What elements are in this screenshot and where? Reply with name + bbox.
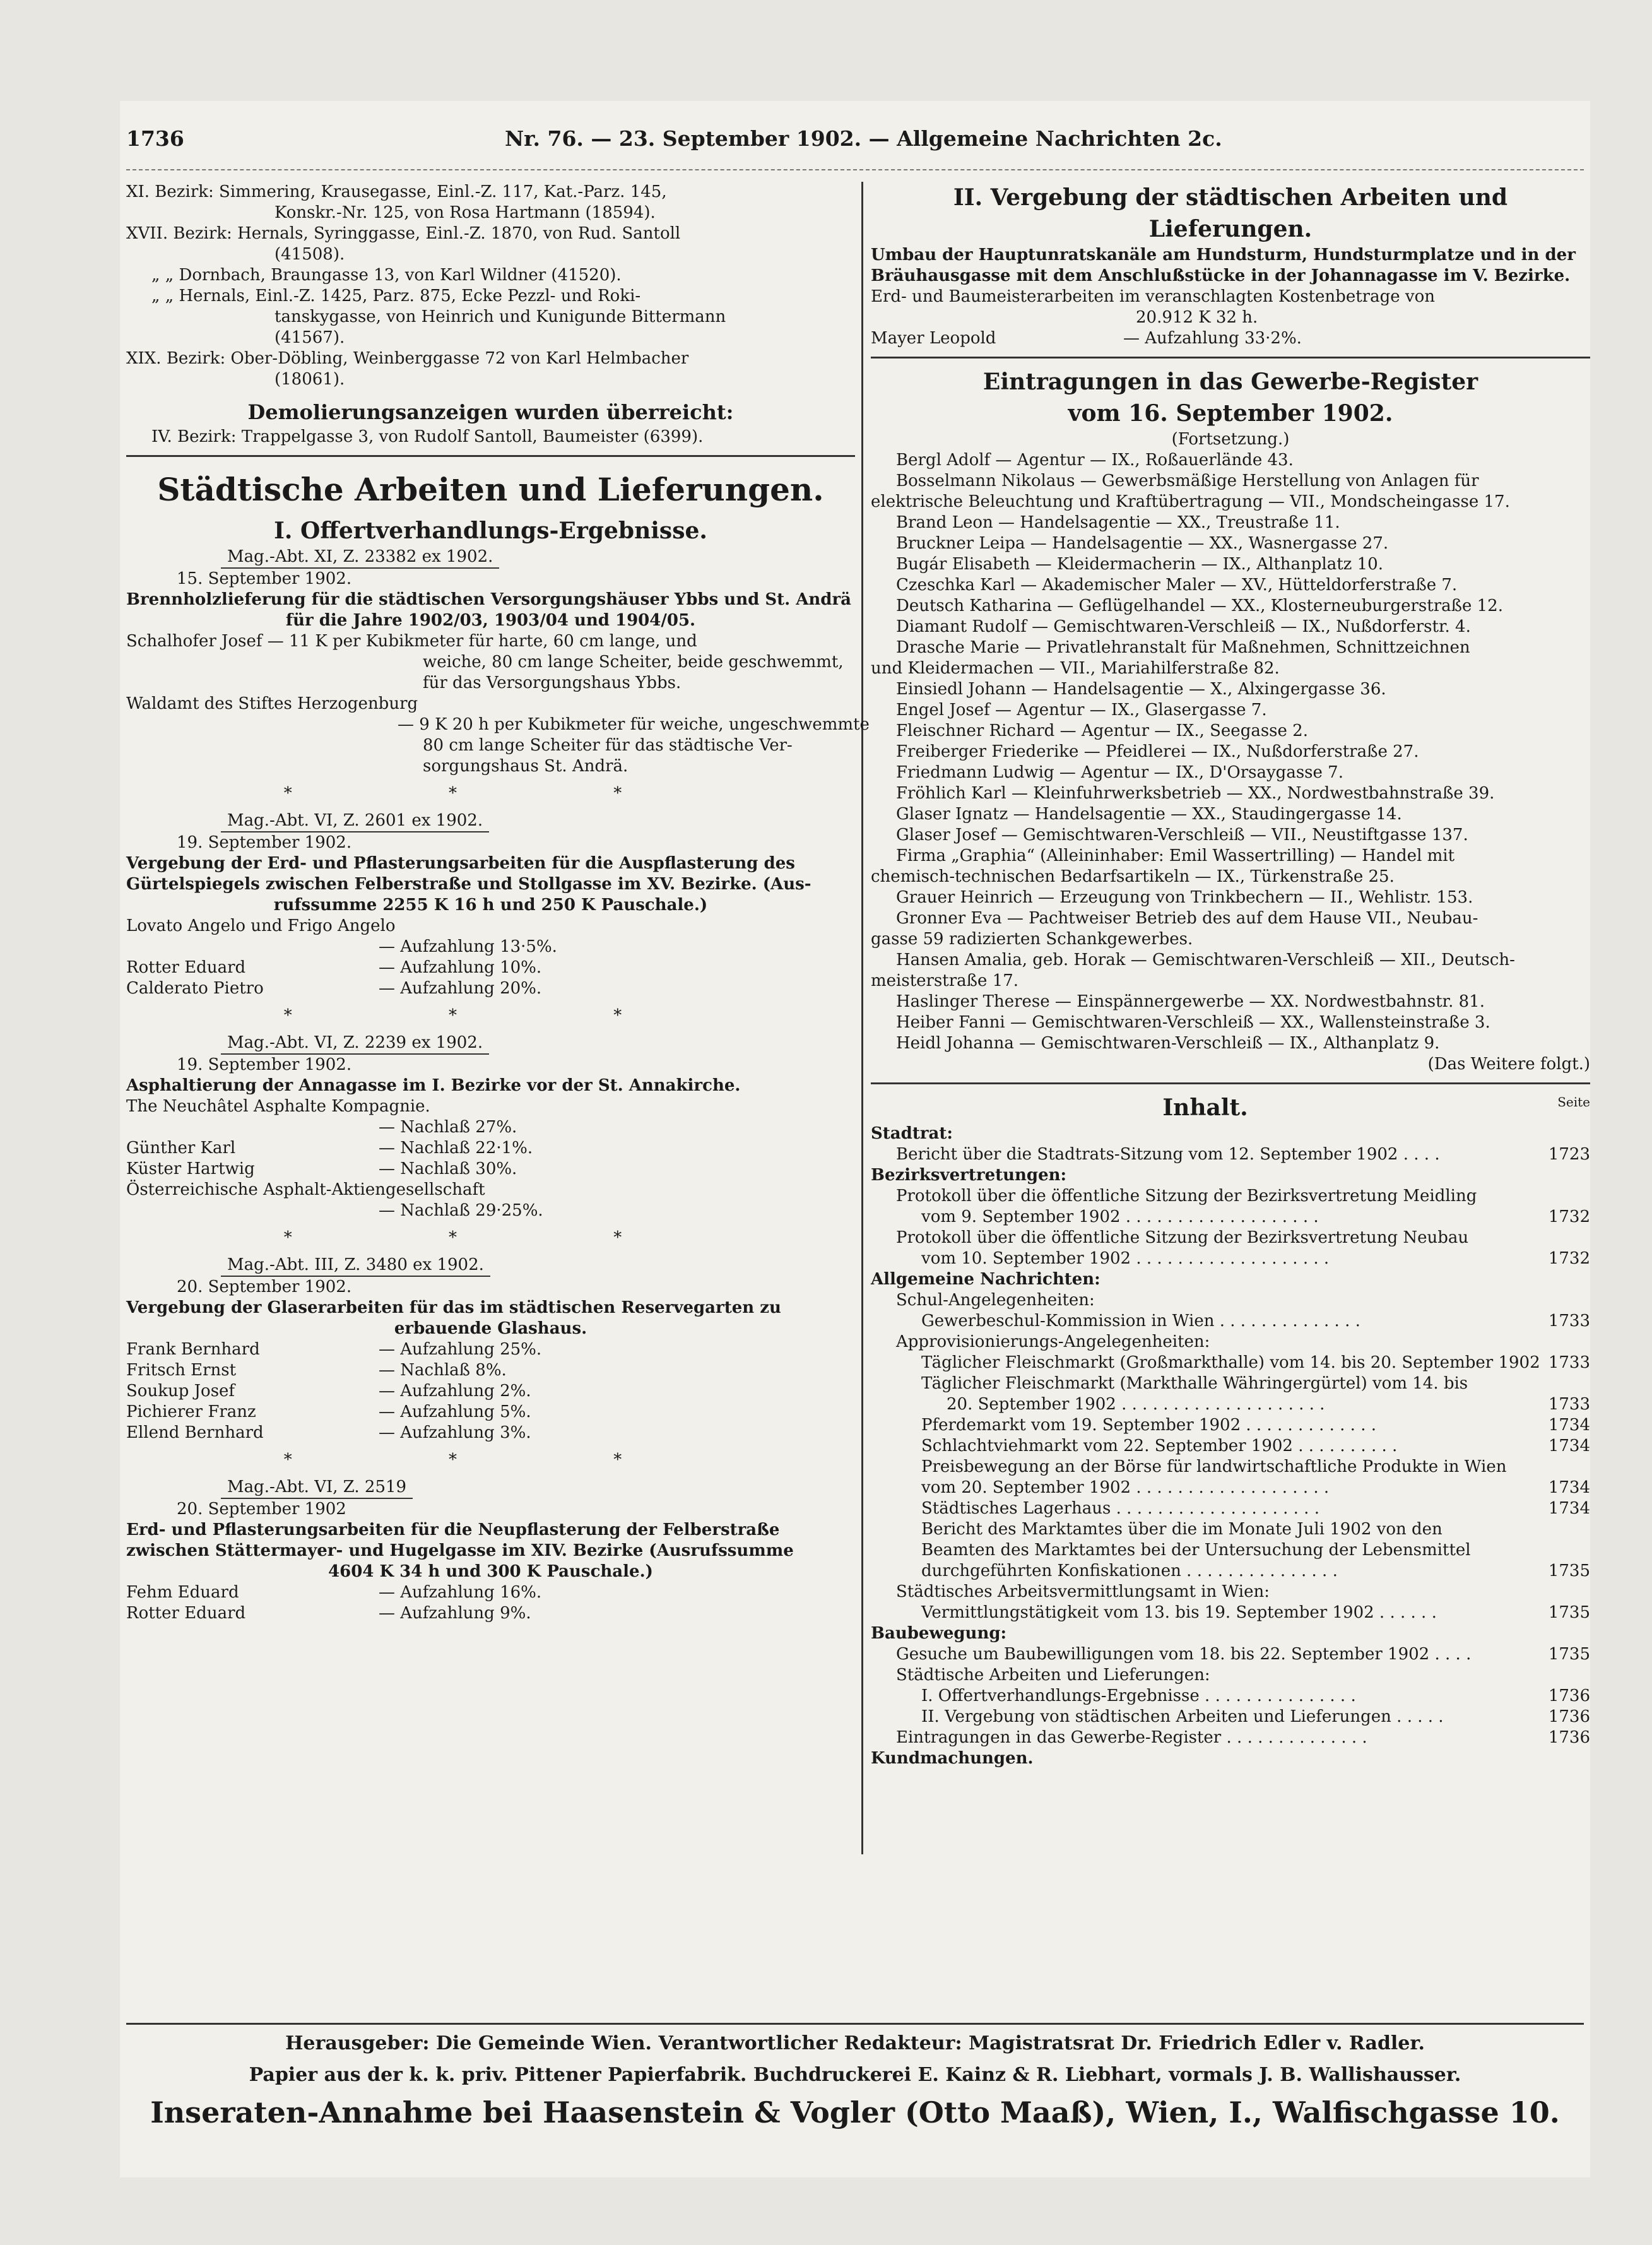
reference-number: Mag.-Abt. VI, Z. 2239 ex 1902. — [221, 1033, 489, 1055]
permit-line: XI. Bezirk: Simmering, Krausegasse, Einl.-Z. 117, Kat.-Parz. 145, — [126, 182, 667, 201]
demolition-entry: IV. Bezirk: Trappelgasse 3, von Rudolf Santoll, Baumeister (6399). — [151, 427, 704, 446]
register-entry: Firma „Graphia“ (Alleininhaber: Emil Wassertrilling) — Handel mit — [896, 846, 1455, 865]
award-row — [871, 328, 1590, 349]
permit-line: „ „ Hernals, Einl.-Z. 1425, Parz. 875, Ecke Pezzl- und Roki- — [151, 287, 641, 305]
register-entry: Fröhlich Karl — Kleinfuhrwerksbetrieb — XX., Nordwestbahnstraße 39. — [896, 784, 1495, 803]
toc-page-number — [1540, 1269, 1590, 1290]
toc-title: Inhalt. — [1162, 1094, 1248, 1121]
toc-entry-text: Täglicher Fleischmarkt (Markthalle Währingergürtel) vom 14. bis — [921, 1374, 1468, 1393]
bidder-name: Soukup Josef — [126, 1382, 235, 1401]
toc-page-number — [1540, 1228, 1590, 1248]
toc-entry-text: Beamten des Marktamtes bei der Untersuchung der Lebensmittel — [921, 1541, 1471, 1560]
register-entry: Engel Josef — Agentur — IX., Glasergasse 7. — [896, 701, 1267, 720]
tender-title: zwischen Stättermayer- und Hugelgasse im XIV. Bezirke (Ausrufssumme — [126, 1541, 794, 1560]
toc-entry — [871, 1373, 1590, 1394]
toc-page-number — [1540, 1582, 1590, 1602]
toc-page-label: Seite — [1557, 1094, 1590, 1110]
toc-page-number: 1735 — [1548, 1645, 1590, 1664]
bid-result: — Nachlaß 8%. — [379, 1361, 507, 1380]
bidder-name: Pichierer Franz — [126, 1402, 256, 1421]
tender-title: Gürtelspiegels zwischen Felberstraße und Stollgasse im XV. Bezirke. (Aus- — [126, 875, 811, 894]
toc-page-number: 1733 — [1548, 1353, 1590, 1372]
bidder-name: Fritsch Ernst — [126, 1361, 237, 1380]
toc-entry — [871, 1665, 1590, 1686]
bid-row — [126, 957, 855, 978]
toc-entry-text: Täglicher Fleischmarkt (Großmarkthalle) vom 14. bis 20. September 1902 — [921, 1353, 1540, 1372]
separator-stars: * * * — [283, 1228, 698, 1247]
toc-entry — [871, 1457, 1590, 1478]
advertising-line: Inseraten-Annahme bei Haasenstein & Vogler (Otto Maaß), Wien, I., Walfischgasse 10. — [150, 2095, 1560, 2129]
register-entry: Grauer Heinrich — Erzeugung von Trinkbechern — II., Wehlistr. 153. — [896, 888, 1473, 907]
toc-entry — [871, 1207, 1590, 1228]
toc-page-number: 1733 — [1548, 1312, 1590, 1330]
reference-number: Mag.-Abt. VI, Z. 2519 — [221, 1477, 413, 1499]
toc-entry — [871, 1353, 1590, 1373]
register-entry: Bergl Adolf — Agentur — IX., Roßauerlände 43. — [896, 451, 1294, 470]
contractor-name: Mayer Leopold — [871, 329, 996, 348]
toc-page-number — [1540, 1123, 1590, 1144]
bid-row — [126, 1339, 855, 1360]
register-entry: Einsiedl Johann — Handelsagentie — X., Alxingergasse 36. — [896, 680, 1386, 699]
tender-date: 20. September 1902. — [177, 1277, 352, 1296]
page-header — [126, 126, 1584, 164]
register-entry: Hansen Amalia, geb. Horak — Gemischtwaren-Verschleiß — XII., Deutsch- — [896, 951, 1515, 969]
toc-entry — [871, 1332, 1590, 1353]
toc-entry-text: Bericht über die Stadtrats-Sitzung vom 12. September 1902 . . . . — [896, 1145, 1440, 1164]
toc-entry-text: Vermittlungstätigkeit vom 13. bis 19. September 1902 . . . . . . — [921, 1603, 1437, 1622]
bid-line: sorgungshaus St. Andrä. — [423, 757, 628, 776]
toc-entry-text: vom 10. September 1902 . . . . . . . . . . . . . . . . . . . — [921, 1249, 1330, 1268]
tender-title: rufssumme 2255 K 16 h und 250 K Pauschale.) — [273, 896, 708, 915]
toc-page-number: 1736 — [1548, 1728, 1590, 1747]
toc-page-number: 1734 — [1548, 1436, 1590, 1455]
bidder-name: Fehm Eduard — [126, 1583, 239, 1602]
tender-title: Brennholzlieferung für die städtischen Versorgungshäuser Ybbs und St. Andrä — [126, 590, 852, 609]
register-entry: Drasche Marie — Privatlehranstalt für Maßnehmen, Schnittzeichnen — [896, 638, 1470, 657]
toc-entry — [871, 1290, 1590, 1311]
toc-page-number — [1540, 1165, 1590, 1186]
toc-entry — [871, 1269, 1590, 1290]
register-entry: Friedmann Ludwig — Agentur — IX., D'Orsaygasse 7. — [896, 763, 1343, 782]
reference-number: Mag.-Abt. XI, Z. 23382 ex 1902. — [221, 547, 499, 569]
demolition-heading: Demolierungsanzeigen wurden überreicht: — [247, 400, 734, 424]
building-permits-list — [126, 182, 855, 390]
toc-entry-text: durchgeführten Konfiskationen . . . . . . . . . . . . . . . — [921, 1561, 1338, 1580]
toc-page-number — [1540, 1519, 1590, 1540]
register-entry: Heiber Fanni — Gemischtwaren-Verschleiß — XX., Wallensteinstraße 3. — [896, 1013, 1490, 1032]
bidder-name: The Neuchâtel Asphalte Kompagnie. — [126, 1097, 430, 1116]
toc-entry — [871, 1144, 1590, 1165]
register-entry: gasse 59 radizierten Schankgewerbes. — [871, 930, 1193, 949]
bidder-name — [126, 1200, 379, 1221]
bid-result: — Nachlaß 30%. — [379, 1159, 517, 1178]
toc-entry — [871, 1228, 1590, 1248]
toc-page-number: 1734 — [1548, 1478, 1590, 1497]
register-entry: Freiberger Friederike — Pfeidlerei — IX., Nußdorferstraße 27. — [896, 742, 1419, 761]
permit-line: Konskr.-Nr. 125, von Rosa Hartmann (18594). — [274, 203, 656, 222]
register-entry: chemisch-technischen Bedarfsartikeln — IX., Türkenstraße 25. — [871, 867, 1395, 886]
permit-line: XIX. Bezirk: Ober-Döbling, Weinberggasse 72 von Karl Helmbacher — [126, 349, 689, 368]
toc-entry — [871, 1707, 1590, 1727]
bid-row — [126, 1582, 855, 1603]
toc-entry — [871, 1561, 1590, 1582]
separator-stars: * * * — [283, 1006, 698, 1025]
tender-title: 4604 K 34 h und 300 K Pauschale.) — [328, 1562, 653, 1581]
toc-page-number: 1723 — [1548, 1145, 1590, 1164]
bid-result: — Nachlaß 22·1%. — [379, 1139, 533, 1158]
toc-entry — [871, 1519, 1590, 1540]
tender-title: Asphaltierung der Annagasse im I. Bezirke vor der St. Annakirche. — [126, 1076, 741, 1095]
toc-entry-text: Städtisches Lagerhaus . . . . . . . . . . . . . . . . . . . . — [921, 1499, 1319, 1518]
register-entry: elektrische Beleuchtung und Kraftübertragung — VII., Mondscheingasse 17. — [871, 492, 1510, 511]
section-rule — [871, 1082, 1590, 1084]
toc-entry — [871, 1394, 1590, 1415]
register-entry: Gronner Eva — Pachtweiser Betrieb des auf dem Hause VII., Neubau- — [896, 909, 1478, 928]
award-text: Bräuhausgasse mit dem Anschlußstücke in der Johannagasse im V. Bezirke. — [871, 266, 1571, 285]
toc-entry — [871, 1602, 1590, 1623]
toc-entry — [871, 1478, 1590, 1498]
left-column — [126, 182, 870, 1624]
toc-entry-text: Preisbewegung an der Börse für landwirtschaftliche Produkte in Wien — [921, 1457, 1507, 1476]
newspaper-page — [120, 101, 1590, 2177]
award-result: — Aufzahlung 33·2%. — [1123, 329, 1302, 348]
register-entry: und Kleidermachen — VII., Mariahilferstraße 82. — [871, 659, 1280, 678]
toc-page-number: 1732 — [1548, 1249, 1590, 1268]
tender-date: 20. September 1902 — [177, 1500, 346, 1519]
award-text: Erd- und Baumeisterarbeiten im veranschlagten Kostenbetrage von — [871, 287, 1435, 306]
register-title: vom 16. September 1902. — [1068, 400, 1393, 427]
permit-line: (41567). — [274, 328, 345, 347]
toc-entry — [871, 1248, 1590, 1269]
toc-entry-text: Protokoll über die öffentliche Sitzung der Bezirksvertretung Neubau — [896, 1228, 1469, 1247]
bidder-name: Rotter Eduard — [126, 958, 246, 977]
toc-entry-text: Allgemeine Nachrichten: — [871, 1270, 1100, 1289]
printer-line: Papier aus der k. k. priv. Pittener Papierfabrik. Buchdruckerei E. Kainz & R. Liebhart, vormals J. B. Wallishausser. — [249, 2064, 1461, 2086]
toc-entry-text: Eintragungen in das Gewerbe-Register . . . . . . . . . . . . . . — [896, 1728, 1367, 1747]
toc-page-number — [1540, 1457, 1590, 1478]
register-entry: Bruckner Leipa — Handelsagentie — XX., Wasnergasse 27. — [896, 534, 1389, 553]
main-section-title: Städtische Arbeiten und Lieferungen. — [157, 471, 824, 508]
footer-rule — [126, 2023, 1584, 2025]
tender-title: für die Jahre 1902/03, 1903/04 und 1904/05. — [285, 611, 696, 630]
toc-entry — [871, 1311, 1590, 1332]
bid-row — [126, 1159, 855, 1180]
publisher-line: Herausgeber: Die Gemeinde Wien. Verantwortlicher Redakteur: Magistratsrat Dr. Friedrich Edler v. Radler. — [285, 2032, 1425, 2054]
bid-line: Waldamt des Stiftes Herzogenburg — [126, 694, 418, 713]
register-entry: Heidl Johanna — Gemischtwaren-Verschleiß — IX., Althanplatz 9. — [896, 1034, 1440, 1053]
register-entry: Deutsch Katharina — Geflügelhandel — XX., Klosterneuburgerstraße 12. — [896, 596, 1503, 615]
permit-line: (18061). — [274, 370, 345, 389]
bidder-name: Frank Bernhard — [126, 1340, 260, 1359]
bid-result: — Aufzahlung 13·5%. — [379, 937, 557, 956]
toc-entry-text: Stadtrat: — [871, 1124, 953, 1143]
register-subtitle: (Fortsetzung.) — [1171, 430, 1290, 449]
toc-entry — [871, 1623, 1590, 1644]
toc-entry-text: vom 9. September 1902 . . . . . . . . . . . . . . . . . . . — [921, 1207, 1319, 1226]
register-entry: Glaser Ignatz — Handelsagentie — XX., Staudingergasse 14. — [896, 805, 1402, 824]
bid-row — [126, 1381, 855, 1402]
bid-result: — Aufzahlung 5%. — [379, 1402, 531, 1421]
bid-result: — Aufzahlung 20%. — [379, 979, 542, 998]
toc-page-number — [1540, 1665, 1590, 1686]
toc-entry — [871, 1498, 1590, 1519]
register-continued: (Das Weitere folgt.) — [1427, 1055, 1590, 1074]
bid-row — [126, 1360, 855, 1381]
toc-entry-text: Bericht des Marktamtes über die im Monate Juli 1902 von den — [921, 1520, 1443, 1539]
toc-entry — [871, 1123, 1590, 1144]
tender-title: Erd- und Pflasterungsarbeiten für die Neupflasterung der Felberstraße — [126, 1520, 780, 1539]
toc-page-number: 1736 — [1548, 1686, 1590, 1705]
bid-result: — Nachlaß 27%. — [379, 1118, 517, 1137]
bidder-name — [126, 1117, 379, 1138]
toc-page-number — [1540, 1332, 1590, 1353]
bid-result: — Aufzahlung 2%. — [379, 1382, 531, 1401]
tender-date: 19. September 1902. — [177, 1055, 352, 1074]
register-entry: Bosselmann Nikolaus — Gewerbsmäßige Herstellung von Anlagen für — [896, 471, 1479, 490]
toc-entry-text: Städtisches Arbeitsvermittlungsamt in Wien: — [896, 1582, 1270, 1601]
register-entry: Czeschka Karl — Akademischer Maler — XV., Hütteldorferstraße 7. — [896, 576, 1458, 595]
toc-entry-text: Protokoll über die öffentliche Sitzung der Bezirksvertretung Meidling — [896, 1187, 1477, 1205]
bid-result: — Aufzahlung 16%. — [379, 1583, 542, 1602]
toc-entry-text: Gesuche um Baubewilligungen vom 18. bis 22. September 1902 . . . . — [896, 1645, 1472, 1664]
bid-row — [126, 1180, 855, 1200]
trade-register-section — [871, 366, 1590, 1075]
tender-title: Vergebung der Erd- und Pflasterungsarbeiten für die Auspflasterung des — [126, 854, 795, 873]
bid-result: — Aufzahlung 25%. — [379, 1340, 542, 1359]
bid-result: — Aufzahlung 10%. — [379, 958, 542, 977]
section-rule — [871, 357, 1590, 358]
permit-line: XVII. Bezirk: Hernals, Syringgasse, Einl.-Z. 1870, von Rud. Santoll — [126, 224, 681, 243]
bid-row — [126, 1423, 855, 1443]
bidder-name: Küster Hartwig — [126, 1159, 255, 1178]
toc-entry — [871, 1415, 1590, 1436]
register-entry: meisterstraße 17. — [871, 971, 1019, 990]
tender-title: erbauende Glashaus. — [394, 1319, 587, 1338]
toc-entry-text: II. Vergebung von städtischen Arbeiten und Lieferungen . . . . . — [921, 1707, 1444, 1726]
toc-entry — [871, 1436, 1590, 1457]
toc-page-number: 1735 — [1548, 1603, 1590, 1622]
separator-stars: * * * — [283, 784, 698, 803]
register-entry: Brand Leon — Handelsagentie — XX., Treustraße 11. — [896, 513, 1340, 532]
toc-page-number — [1540, 1623, 1590, 1644]
award-title: II. Vergebung der städtischen Arbeiten und — [953, 184, 1508, 211]
toc-page-number — [1540, 1748, 1590, 1769]
toc-entry — [871, 1748, 1590, 1769]
award-text: Umbau der Hauptunratskanäle am Hundsturm, Hundsturmplatze und in der — [871, 246, 1576, 264]
bidder-name: Calderato Pietro — [126, 979, 264, 998]
register-entry: Bugár Elisabeth — Kleidermacherin — IX., Althanplatz 10. — [896, 555, 1383, 574]
toc-entry-text: Kundmachungen. — [871, 1749, 1034, 1768]
bid-line: — 9 K 20 h per Kubikmeter für weiche, ungeschwemmte — [398, 715, 870, 734]
bid-row — [126, 1200, 855, 1221]
toc-entry-text: Städtische Arbeiten und Lieferungen: — [896, 1666, 1210, 1685]
toc-entry-text: Pferdemarkt vom 19. September 1902 . . . . . . . . . . . . . — [921, 1416, 1376, 1435]
bidder-name: Günther Karl — [126, 1139, 236, 1158]
toc-entry — [871, 1540, 1590, 1561]
award-title: Lieferungen. — [1148, 216, 1313, 242]
bid-row — [126, 1117, 855, 1138]
reference-number: Mag.-Abt. VI, Z. 2601 ex 1902. — [221, 810, 489, 832]
bidder-name: Ellend Bernhard — [126, 1423, 264, 1442]
register-entry: Glaser Josef — Gemischtwaren-Verschleiß — VII., Neustiftgasse 137. — [896, 826, 1468, 844]
toc-page-number: 1734 — [1548, 1416, 1590, 1435]
register-entry: Diamant Rudolf — Gemischtwaren-Verschleiß — IX., Nußdorferstr. 4. — [896, 617, 1471, 636]
bid-row — [126, 1402, 855, 1423]
bid-result: — Nachlaß 29·25%. — [379, 1201, 543, 1220]
tender-results — [126, 547, 870, 1624]
toc-header — [871, 1092, 1590, 1123]
bid-line: 80 cm lange Scheiter für das städtische Ver- — [423, 736, 793, 755]
table-of-contents — [871, 1092, 1590, 1769]
tender-title: Vergebung der Glaserarbeiten für das im städtischen Reservegarten zu — [126, 1298, 781, 1317]
page-title: Nr. 76. — 23. September 1902. — Allgemeine Nachrichten 2c. — [505, 126, 1222, 151]
bid-line: für das Versorgungshaus Ybbs. — [423, 673, 681, 692]
bidder-name: Österreichische Asphalt-Aktiengesellschaft — [126, 1180, 485, 1199]
toc-entry — [871, 1644, 1590, 1665]
toc-page-number: 1733 — [1548, 1395, 1590, 1414]
toc-page-number: 1735 — [1548, 1561, 1590, 1580]
permit-line: „ „ Dornbach, Braungasse 13, von Karl Wildner (41520). — [151, 266, 622, 285]
toc-page-number — [1540, 1540, 1590, 1561]
toc-page-number — [1540, 1290, 1590, 1311]
toc-entry-text: Gewerbeschul-Kommission in Wien . . . . . . . . . . . . . . — [921, 1312, 1360, 1330]
toc-entry — [871, 1582, 1590, 1602]
separator-stars: * * * — [283, 1450, 698, 1469]
permit-line: tanskygasse, von Heinrich und Kunigunde Bittermann — [274, 307, 726, 326]
toc-page-number: 1732 — [1548, 1207, 1590, 1226]
register-entry: Haslinger Therese — Einspännergewerbe — XX. Nordwestbahnstr. 81. — [896, 992, 1485, 1011]
permit-line: (41508). — [274, 245, 345, 264]
toc-entry-text: Bezirksvertretungen: — [871, 1166, 1067, 1185]
bid-row — [126, 937, 855, 957]
contract-award-section — [871, 182, 1590, 349]
bid-row — [126, 1603, 855, 1624]
toc-entry — [871, 1186, 1590, 1207]
bid-row — [126, 1138, 855, 1159]
toc-page-number: 1734 — [1548, 1499, 1590, 1518]
toc-entry-text: 20. September 1902 . . . . . . . . . . . . . . . . . . . . — [947, 1395, 1325, 1414]
bidder-name: Rotter Eduard — [126, 1604, 246, 1623]
tender-date: 15. September 1902. — [177, 569, 352, 588]
bid-line: Schalhofer Josef — 11 K per Kubikmeter für harte, 60 cm lange, und — [126, 632, 697, 651]
toc-entry-text: Schlachtviehmarkt vom 22. September 1902 . . . . . . . . . . — [921, 1436, 1398, 1455]
toc-entry-text: Schul-Angelegenheiten: — [896, 1291, 1095, 1310]
register-entry: Fleischner Richard — Agentur — IX., Seegasse 2. — [896, 721, 1308, 740]
toc-entry — [871, 1727, 1590, 1748]
toc-page-number — [1540, 1373, 1590, 1394]
bid-result: — Aufzahlung 9%. — [379, 1604, 531, 1623]
toc-page-number — [1540, 1186, 1590, 1207]
toc-entry-text: Baubewegung: — [871, 1624, 1007, 1643]
tender-date: 19. September 1902. — [177, 833, 352, 852]
toc-entry-text: Approvisionierungs-Angelegenheiten: — [896, 1332, 1210, 1351]
header-divider — [126, 169, 1584, 178]
toc-page-number: 1736 — [1548, 1707, 1590, 1726]
bidder-name — [126, 937, 379, 957]
bid-row — [126, 978, 855, 999]
right-column — [871, 182, 1590, 1769]
bid-result — [379, 1180, 855, 1200]
section-rule — [126, 455, 855, 457]
register-title: Eintragungen in das Gewerbe-Register — [982, 369, 1478, 395]
column-divider — [861, 182, 863, 1854]
toc-entry-text: vom 20. September 1902 . . . . . . . . . . . . . . . . . . . — [921, 1478, 1330, 1497]
toc-entry — [871, 1686, 1590, 1707]
subsection-title: I. Offertverhandlungs-Ergebnisse. — [274, 518, 707, 544]
toc-entry — [871, 1165, 1590, 1186]
page-number: 1736 — [126, 126, 184, 151]
reference-number: Mag.-Abt. III, Z. 3480 ex 1902. — [221, 1255, 490, 1277]
toc-entry-text: I. Offertverhandlungs-Ergebnisse . . . . . . . . . . . . . . . — [921, 1686, 1356, 1705]
bidder-name: Lovato Angelo und Frigo Angelo — [126, 916, 396, 935]
award-text: 20.912 K 32 h. — [1136, 308, 1258, 327]
bid-line: weiche, 80 cm lange Scheiter, beide geschwemmt, — [423, 653, 844, 672]
bid-result: — Aufzahlung 3%. — [379, 1423, 531, 1442]
